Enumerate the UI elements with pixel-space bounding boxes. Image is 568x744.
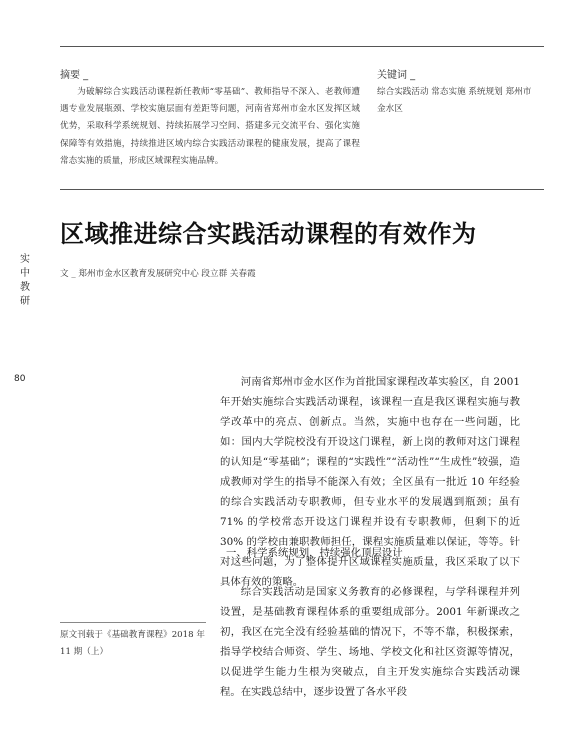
section-heading: 一、科学系统规划，持续强化顶层设计 xyxy=(226,547,403,559)
author-line: 文 _ 郑州市金水区教育发展研究中心 段立群 关春霞 xyxy=(60,269,256,279)
body-paragraph-2: 综合实践活动是国家义务教育的必修课程，与学科课程并列设置，是基础教育课程体系的重要组成部分。2001 年新课改之初，我区在完全没有经验基础的情况下，不等不靠，积极探索，指导学校结合师资、学生、场地、学校文化和社区资源等情况，以促进学生能力生根为突破点，自主开发实施综合实践活动课程。在实践总结中，逐步设置了各水平段 xyxy=(220,586,520,698)
abstract-label: 摘要 _ xyxy=(60,70,89,81)
page-number: 80 xyxy=(14,374,26,384)
abstract-text: 为破解综合实践活动课程新任教师“零基础”、教师指导不深入、老教师遭遇专业发展瓶颈、学校实施层面有差距等问题，河南省郑州市金水区发挥区域优势，采取科学系统规划、持续拓展学习空间、搭建多元交流平台、强化实施保障等有效措施，持续推进区域内综合实践活动课程的健康发展，提高了课程常态实施的质量，形成区域课程实施品牌。 xyxy=(60,87,360,166)
keywords-label: 关键词 _ xyxy=(377,70,416,81)
page-title: 区域推进综合实践活动课程的有效作为 xyxy=(60,220,477,248)
keywords-text: 综合实践活动 常态实施 系统规划 郑州市金水区 xyxy=(377,87,532,115)
abstract-bottom-rule xyxy=(60,189,544,190)
top-rule xyxy=(60,46,544,47)
body-paragraph-1: 河南省郑州市金水区作为首批国家课程改革实验区，自 2001 年开始实施综合实践活动课程，该课程一直是我区课程实施与教学改革中的亮点、创新点。当然，实施中也存在一些问题，比如：国内大学院校没有开设这门课程，新上岗的教师对这门课程的认知是“零基础”；课程的“实践性”“活动性”“生成性”较强，造成教师对学生的指导不能深入有效；全区虽有一批近 10 年经验的综合实践活动专职教师，但专业水平的发展遇到瓶颈；虽有 71% 的学校常态开设这门课程并设有专职教师，但剩下的近 30% 的学校由兼职教师担任，课程实施质量难以保证，等等。针对这些问题，为了整体提升区域课程实施质量，我区采取了以下具体有效的策略。 xyxy=(220,376,520,588)
source-note-rule xyxy=(60,622,206,623)
side-section-label: 实中教研 xyxy=(20,254,30,307)
source-note: 原文刊载于《基础教育课程》2018 年 11 期（上） xyxy=(60,630,205,657)
